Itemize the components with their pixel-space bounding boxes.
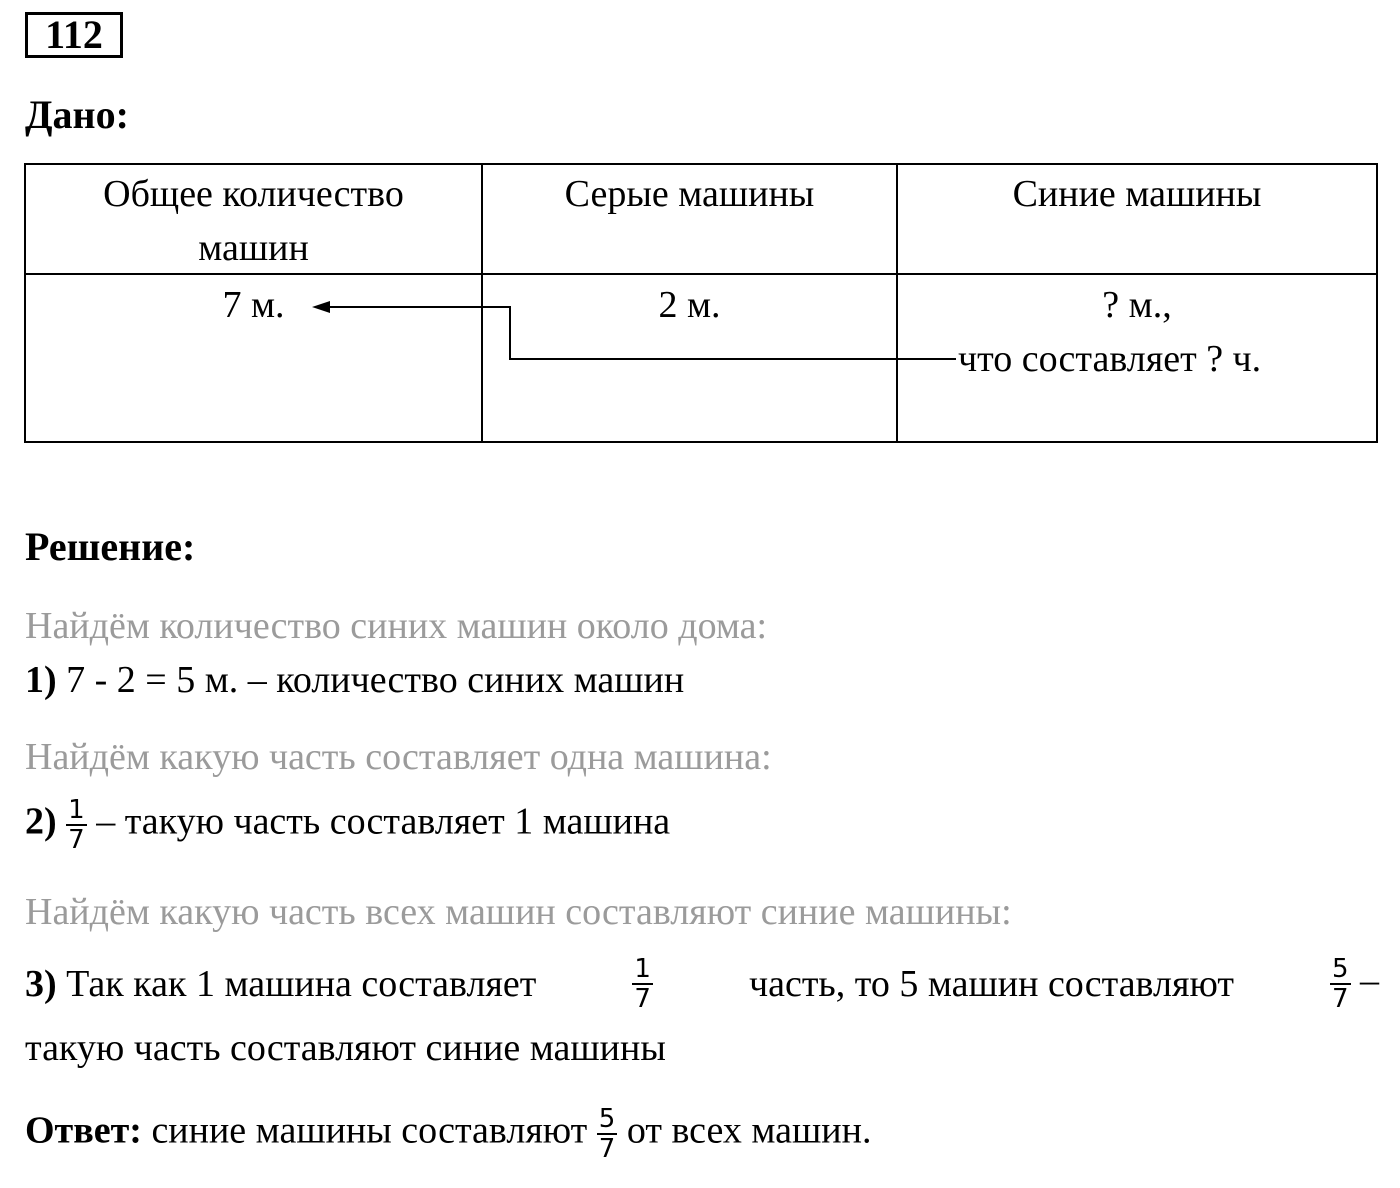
fraction-numerator: 5 xyxy=(1331,954,1349,984)
step-2-text: – такую часть составляет 1 машина xyxy=(86,800,671,843)
step-2-number: 2) xyxy=(25,800,57,843)
step-1-hint: Найдём количество синих машин около дома: xyxy=(25,605,768,647)
value-blue-line2: что составляет ? ч. xyxy=(958,338,1262,380)
step-3-text-c: – xyxy=(1350,959,1379,1002)
fraction-numerator: 1 xyxy=(634,954,651,984)
step-1-number: 1) xyxy=(25,659,57,701)
answer xyxy=(25,1105,871,1163)
value-total: 7 м. xyxy=(222,284,285,326)
fraction-denominator: 7 xyxy=(1331,984,1349,1014)
fraction xyxy=(632,955,653,1013)
step-3-text-b: часть, то 5 машин составляют xyxy=(748,963,1234,1005)
step-1-text: 7 - 2 = 5 м. – количество синих машин xyxy=(56,659,685,701)
header-gray: Серые машины xyxy=(564,173,815,215)
step-3-text-a: Так как 1 машина составляет xyxy=(56,963,537,1005)
step-1 xyxy=(25,655,684,705)
answer-text-b: от всех машин. xyxy=(617,1109,872,1152)
step-3-hint: Найдём какую часть всех машин составляют синие машины: xyxy=(25,891,1012,933)
answer-label: Ответ: xyxy=(25,1109,142,1152)
fraction-denominator: 7 xyxy=(68,825,85,855)
header-blue: Синие машины xyxy=(1012,173,1262,215)
value-blue-line1: ? м., xyxy=(1102,284,1172,326)
step-3-number: 3) xyxy=(25,963,57,1005)
arrow-connector xyxy=(26,165,1376,441)
fraction xyxy=(1330,955,1351,1013)
step-2-hint: Найдём какую часть составляет одна машина: xyxy=(25,736,772,778)
header-total-line1: Общее количество xyxy=(103,173,404,215)
value-gray: 2 м. xyxy=(658,284,721,326)
given-table xyxy=(24,163,1378,443)
step-2 xyxy=(25,796,670,854)
fraction xyxy=(66,796,87,854)
fraction-numerator: 5 xyxy=(598,1104,616,1134)
step-3-line2: такую часть составляют синие машины xyxy=(25,1027,666,1069)
given-heading: Дано: xyxy=(25,92,129,137)
task-number: 112 xyxy=(25,12,123,58)
header-total-line2: машин xyxy=(198,227,309,269)
answer-text-a: синие машины составляют xyxy=(141,1109,588,1152)
fraction-denominator: 7 xyxy=(634,984,651,1014)
fraction xyxy=(597,1105,618,1163)
fraction-denominator: 7 xyxy=(598,1134,616,1164)
step-3-line1 xyxy=(25,955,1379,1013)
solution-heading: Решение: xyxy=(25,524,196,569)
fraction-numerator: 1 xyxy=(68,795,85,825)
